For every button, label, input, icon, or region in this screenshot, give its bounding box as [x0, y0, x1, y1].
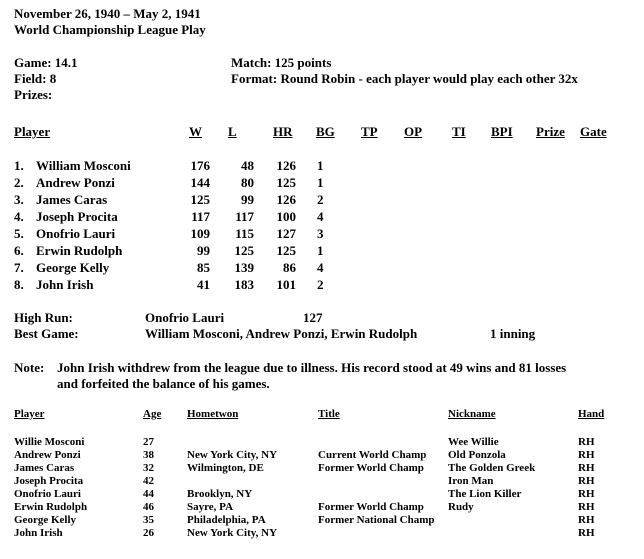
best-game: 1	[317, 175, 324, 190]
bio-age: 35	[143, 514, 154, 526]
rank: 2.	[14, 175, 24, 190]
col-prize: Prize	[536, 124, 565, 139]
losses: 117	[235, 209, 254, 224]
high-run: 126	[276, 192, 296, 207]
bio-age: 46	[143, 501, 154, 513]
bio-col-hometown: Hometwon	[187, 408, 239, 420]
rank: 4.	[14, 209, 24, 224]
wins: 117	[191, 209, 210, 224]
note-line-2: and forfeited the balance of his games.	[57, 376, 270, 391]
match-format: Format: Round Robin - each player would play each other 32x	[231, 71, 578, 86]
high-run: 127	[276, 226, 296, 241]
bio-col-player: Player	[14, 408, 45, 420]
rank: 8.	[14, 277, 24, 292]
bio-nickname: Wee Willie	[448, 436, 499, 448]
bio-age: 26	[143, 527, 154, 539]
bio-nickname: The Lion Killer	[448, 488, 522, 500]
player-name: Joseph Procita	[36, 209, 118, 224]
col-ti: TI	[452, 124, 466, 139]
bio-hand: RH	[578, 462, 595, 474]
best-game: 1	[317, 158, 324, 173]
col-player: Player	[14, 124, 51, 139]
bio-nickname: Rudy	[448, 501, 474, 513]
losses: 183	[234, 277, 254, 292]
player-name: William Mosconi	[36, 158, 131, 173]
bio-hand: RH	[578, 527, 595, 539]
bio-hand: RH	[578, 514, 595, 526]
bio-age: 32	[143, 462, 154, 474]
bio-age: 27	[143, 436, 154, 448]
best-game-players: William Mosconi, Andrew Ponzi, Erwin Rudolph	[145, 326, 418, 341]
bio-hand: RH	[578, 449, 595, 461]
field-size: Field: 8	[14, 71, 57, 86]
best-game: 2	[317, 192, 324, 207]
high-run: 101	[276, 277, 296, 292]
bio-hometown: New York City, NY	[187, 449, 278, 461]
player-name: John Irish	[36, 277, 94, 292]
player-name: George Kelly	[36, 260, 110, 275]
rank: 3.	[14, 192, 24, 207]
col-best-game: BG	[316, 124, 335, 139]
high-run: 126	[276, 158, 296, 173]
bio-player: Andrew Ponzi	[14, 449, 81, 461]
wins: 41	[197, 277, 210, 292]
col-high-run: HR	[273, 124, 293, 139]
note-label: Note:	[14, 360, 45, 375]
losses: 125	[234, 243, 254, 258]
wins: 176	[190, 158, 210, 173]
wins: 109	[190, 226, 210, 241]
bio-player: Onofrio Lauri	[14, 488, 81, 500]
player-name: Onofrio Lauri	[36, 226, 116, 241]
high-run: 125	[276, 243, 296, 258]
bio-col-nickname: Nickname	[448, 408, 496, 420]
bio-col-title: Title	[318, 408, 340, 420]
best-game: 3	[317, 226, 324, 241]
losses: 80	[241, 175, 254, 190]
rank: 7.	[14, 260, 24, 275]
wins: 125	[190, 192, 210, 207]
bio-hometown: Philadelphia, PA	[187, 514, 266, 526]
high-run: 100	[276, 209, 296, 224]
bio-hometown: Sayre, PA	[187, 501, 234, 513]
bio-age: 42	[143, 475, 154, 487]
bio-player: John Irish	[14, 527, 63, 539]
bio-player: Joseph Procita	[14, 475, 84, 487]
col-op: OP	[404, 124, 423, 139]
best-game: 1	[317, 243, 324, 258]
losses: 115	[235, 226, 254, 241]
bio-title: Former World Champ	[318, 462, 424, 474]
bio-hand: RH	[578, 436, 595, 448]
bio-age: 38	[143, 449, 154, 461]
high-run: 125	[276, 175, 296, 190]
bio-title: Current World Champ	[318, 449, 427, 461]
bio-nickname: The Golden Greek	[448, 462, 536, 474]
header-dates: November 26, 1940 – May 2, 1941	[14, 6, 201, 21]
note-line-1: John Irish withdrew from the league due to illness. His record stood at 49 wins and 81 losses	[57, 360, 567, 375]
losses: 48	[241, 158, 254, 173]
bio-player: James Caras	[14, 462, 75, 474]
col-tp: TP	[361, 124, 378, 139]
high-run-label: High Run:	[14, 310, 73, 325]
bio-hometown: Wilmington, DE	[187, 462, 264, 474]
bio-hometown: New York City, NY	[187, 527, 278, 539]
col-gate: Gate	[580, 124, 607, 139]
wins: 99	[197, 243, 210, 258]
bio-title: Former National Champ	[318, 514, 435, 526]
bio-player: George Kelly	[14, 514, 77, 526]
bio-hand: RH	[578, 488, 595, 500]
losses: 99	[241, 192, 254, 207]
bio-hometown: Brooklyn, NY	[187, 488, 253, 500]
game-type: Game: 14.1	[14, 55, 78, 70]
player-name: Andrew Ponzi	[36, 175, 115, 190]
high-run-value: 127	[303, 310, 323, 325]
bio-hand: RH	[578, 475, 595, 487]
bio-hand: RH	[578, 501, 595, 513]
bio-age: 44	[143, 488, 154, 500]
best-game: 2	[317, 277, 324, 292]
bio-player: Willie Mosconi	[14, 436, 85, 448]
wins: 144	[190, 175, 210, 190]
rank: 6.	[14, 243, 24, 258]
match-length: Match: 125 points	[231, 55, 332, 70]
wins: 85	[197, 260, 210, 275]
high-run: 86	[283, 260, 296, 275]
bio-title: Former World Champ	[318, 501, 424, 513]
bio-nickname: Old Ponzola	[448, 449, 506, 461]
bio-col-age: Age	[143, 408, 162, 420]
losses: 139	[234, 260, 254, 275]
bio-player: Erwin Rudolph	[14, 501, 88, 513]
player-name: James Caras	[36, 192, 108, 207]
rank: 5.	[14, 226, 24, 241]
col-bpi: BPI	[491, 124, 513, 139]
best-game: 4	[317, 260, 324, 275]
prizes: Prizes:	[14, 87, 53, 102]
col-losses: L	[228, 124, 237, 139]
player-name: Erwin Rudolph	[36, 243, 123, 258]
best-game: 4	[317, 209, 324, 224]
high-run-player: Onofrio Lauri	[145, 310, 225, 325]
best-game-label: Best Game:	[14, 326, 79, 341]
best-game-value: 1 inning	[490, 326, 536, 341]
rank: 1.	[14, 158, 24, 173]
col-wins: W	[189, 124, 202, 139]
header-event: World Championship League Play	[14, 22, 206, 37]
bio-nickname: Iron Man	[448, 475, 494, 487]
bio-col-hand: Hand	[578, 408, 605, 420]
